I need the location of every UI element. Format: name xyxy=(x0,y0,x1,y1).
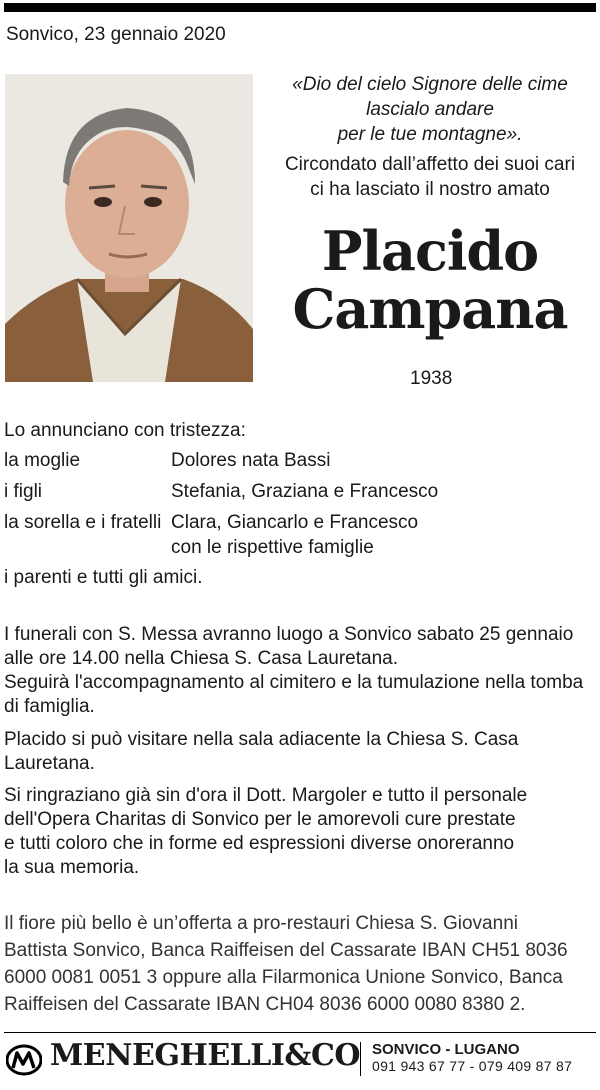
funeral-info xyxy=(4,623,594,719)
funeral-home-brand: MENEGHELLI&CO xyxy=(50,1038,361,1073)
quote-line: «Dio del cielo Signore delle cime xyxy=(292,74,568,95)
funeral-line: di famiglia. xyxy=(4,696,95,717)
notice-date: Sonvico, 23 gennaio 2020 xyxy=(6,24,226,45)
quote-line: lascialo andare xyxy=(366,99,494,120)
deceased-name xyxy=(262,219,598,341)
visit-line: Placido si può visitare nella sala adiacente la Chiesa S. Casa xyxy=(4,729,519,750)
flower-line: Raiffeisen del Cassarate IBAN CH04 8036 6000 0080 8380 2. xyxy=(4,994,526,1015)
funeral-line: Seguirà l'accompagnamento al cimitero e la tumulazione nella tomba xyxy=(4,672,584,693)
flower-line: Il fiore più bello è un’offerta a pro-restauri Chiesa S. Giovanni xyxy=(4,913,518,934)
relative-names: Stefania, Graziana e Francesco xyxy=(171,481,439,502)
thanks-line: e tutti coloro che in forme ed espressioni diverse onoreranno xyxy=(4,833,515,854)
funeral-home-city: SONVICO - LUGANO xyxy=(372,1041,520,1058)
footer-rule xyxy=(4,1032,596,1033)
intro-line: ci ha lasciato il nostro amato xyxy=(310,179,550,200)
funeral-home-phones: 091 943 67 77 - 079 409 87 87 xyxy=(372,1058,573,1074)
last-name: Campana xyxy=(292,277,568,341)
announcement: Lo annunciano con tristezza: xyxy=(4,420,246,441)
quote xyxy=(262,72,598,147)
quote-line: per le tue montagne». xyxy=(337,124,523,145)
thanks-info xyxy=(4,784,594,880)
flower-donation-note xyxy=(4,910,596,1018)
relative-role: i figli xyxy=(4,481,43,502)
relatives-closing: i parenti e tutti gli amici. xyxy=(4,567,203,588)
portrait-photo xyxy=(5,74,253,382)
flower-line: Battista Sonvico, Banca Raiffeisen del Cassarate IBAN CH51 8036 xyxy=(4,940,568,961)
intro-text xyxy=(262,152,598,202)
visit-line: Lauretana. xyxy=(4,753,95,774)
funeral-line: I funerali con S. Messa avranno luogo a Sonvico sabato 25 gennaio xyxy=(4,624,574,645)
relative-role: la moglie xyxy=(4,450,81,471)
first-name: Placido xyxy=(321,219,539,283)
relative-names: con le rispettive famiglie xyxy=(171,537,374,558)
flower-line: 6000 0081 0051 3 oppure alla Filarmonica Unione Sonvico, Banca xyxy=(4,967,563,988)
top-rule xyxy=(4,3,596,12)
relative-names: Clara, Giancarlo e Francesco xyxy=(171,512,419,533)
visit-info xyxy=(4,728,594,776)
funeral-line: alle ore 14.00 nella Chiesa S. Casa Lauretana. xyxy=(4,648,398,669)
intro-line: Circondato dall’affetto dei suoi cari xyxy=(284,154,576,175)
birth-year: 1938 xyxy=(410,368,453,389)
thanks-line: dell'Opera Charitas di Sonvico per le amorevoli cure prestate xyxy=(4,809,516,830)
relative-role: la sorella e i fratelli xyxy=(4,512,162,533)
meneghelli-logo-icon xyxy=(6,1044,42,1076)
relative-names: Dolores nata Bassi xyxy=(171,450,331,471)
thanks-line: la sua memoria. xyxy=(4,857,140,878)
footer-separator xyxy=(360,1042,361,1076)
thanks-line: Si ringraziano già sin d'ora il Dott. Margoler e tutto il personale xyxy=(4,785,528,806)
